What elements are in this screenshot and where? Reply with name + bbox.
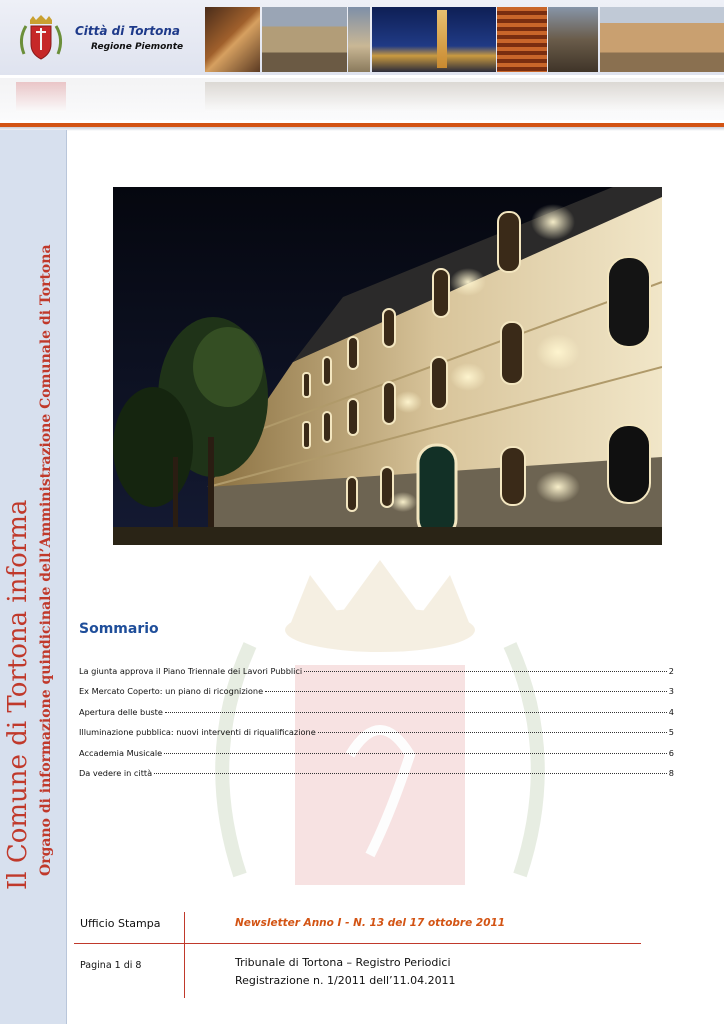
toc-entry[interactable] bbox=[79, 666, 674, 686]
masthead-title: Il Comune di Tortona informa bbox=[3, 499, 33, 890]
toc-leader bbox=[318, 732, 667, 733]
cover-photo bbox=[113, 187, 662, 545]
banner-photo-theatre bbox=[497, 7, 547, 72]
toc-entry-page: 6 bbox=[668, 747, 674, 758]
banner-photo-square bbox=[262, 7, 347, 72]
registry-court: Tribunale di Tortona – Registro Periodici bbox=[235, 956, 451, 969]
page-number: Pagina 1 di 8 bbox=[80, 960, 142, 971]
city-crest-icon bbox=[16, 14, 66, 64]
toc-entry[interactable] bbox=[79, 748, 674, 768]
city-name: Città di Tortona bbox=[75, 24, 180, 38]
toc-leader bbox=[304, 671, 667, 672]
region-name: Regione Piemonte bbox=[91, 42, 184, 52]
toc-entry-page: 8 bbox=[668, 767, 674, 778]
toc-leader bbox=[164, 753, 667, 754]
toc-entry-title: Accademia Musicale bbox=[79, 747, 163, 758]
toc-entry-page: 2 bbox=[668, 666, 674, 676]
toc-leader bbox=[154, 773, 667, 774]
toc-entry-title: Ex Mercato Coperto: un piano di ricognizione bbox=[79, 686, 264, 697]
summary-heading: Sommario bbox=[79, 621, 159, 637]
office-label: Ufficio Stampa bbox=[80, 917, 161, 930]
footer-column-divider bbox=[184, 912, 185, 998]
toc-entry-title: Illuminazione pubblica: nuovi interventi di riqualificazione bbox=[79, 727, 316, 738]
banner-photo-interior bbox=[205, 7, 260, 72]
banner-reflection bbox=[0, 78, 724, 120]
table-of-contents bbox=[79, 666, 674, 788]
banner-photo-street bbox=[348, 7, 370, 72]
toc-entry-title: Apertura delle buste bbox=[79, 706, 163, 717]
toc-entry-page: 4 bbox=[668, 706, 674, 717]
toc-entry[interactable] bbox=[79, 707, 674, 727]
header-shadow bbox=[0, 127, 724, 131]
masthead-subtitle: Organo di informazione quindicinale dell’Amministrazione Comunale di Tortona bbox=[38, 244, 54, 876]
toc-leader bbox=[265, 691, 667, 692]
footer-divider bbox=[74, 943, 641, 944]
registry-number: Registrazione n. 1/2011 dell’11.04.2011 bbox=[235, 974, 456, 987]
tower-icon bbox=[437, 10, 447, 68]
toc-entry-page: 5 bbox=[668, 727, 674, 738]
banner-photo-courtyard bbox=[548, 7, 598, 72]
banner-photo-arcade bbox=[600, 7, 724, 72]
toc-entry[interactable] bbox=[79, 727, 674, 747]
toc-leader bbox=[165, 712, 667, 713]
sidebar-masthead bbox=[3, 70, 67, 890]
toc-entry-title: Da vedere in città bbox=[79, 767, 153, 778]
banner-photo-night-tower bbox=[372, 7, 496, 72]
toc-entry[interactable] bbox=[79, 686, 674, 706]
toc-entry-page: 3 bbox=[668, 686, 674, 697]
toc-entry-title: La giunta approva il Piano Triennale dei Lavori Pubblici bbox=[79, 666, 303, 676]
page-header bbox=[0, 0, 724, 128]
newsletter-issue: Newsletter Anno I - N. 13 del 17 ottobre 2011 bbox=[235, 917, 506, 929]
toc-entry[interactable] bbox=[79, 768, 674, 788]
